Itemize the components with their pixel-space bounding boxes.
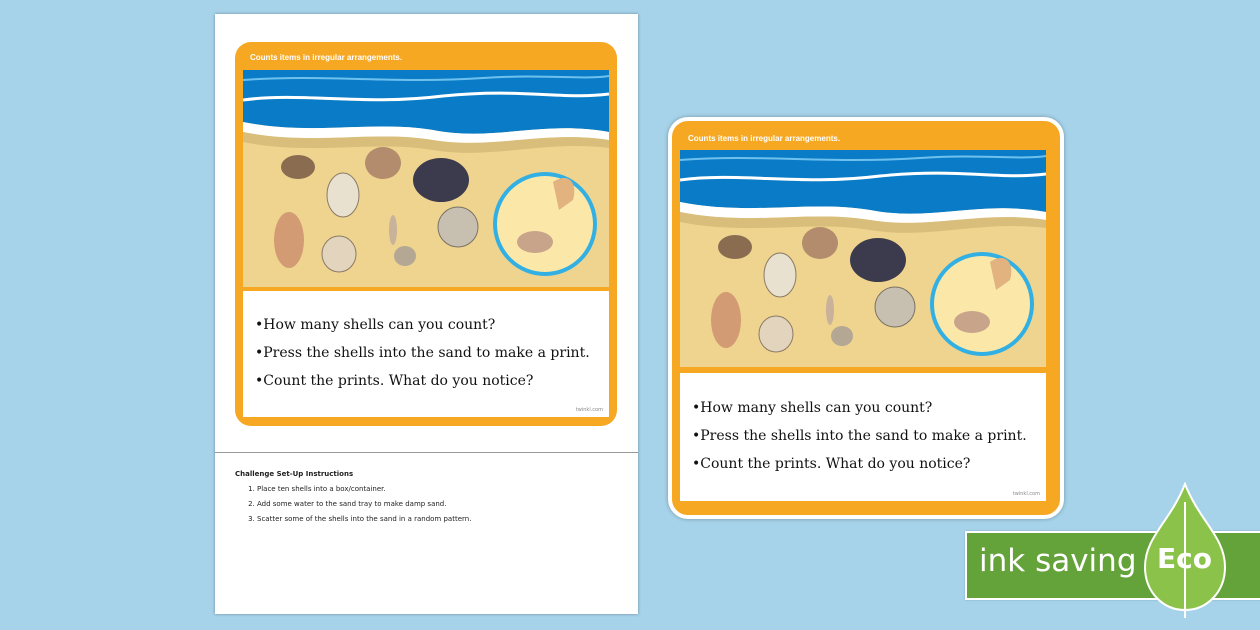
setup-step: 2. Add some water to the sand tray to make damp sand. [257, 500, 618, 508]
brand-mark: twinkl.com [575, 407, 603, 413]
prompt-box [680, 373, 1046, 501]
setup-steps [235, 485, 618, 523]
prompt-list [692, 400, 1027, 484]
setup-title: Challenge Set-Up Instructions [235, 470, 354, 478]
prompt-item: • How many shells can you count? [692, 400, 1027, 416]
challenge-card-print [235, 42, 617, 426]
card-header: Counts items in irregular arrangements. [688, 134, 841, 143]
setup-instructions [235, 470, 618, 530]
prompt-item: • Count the prints. What do you notice? [255, 373, 590, 389]
prompt-box [243, 291, 609, 417]
beach-illustration [680, 150, 1046, 367]
prompt-item: • Press the shells into the sand to make a print. [255, 345, 590, 361]
setup-step: 1. Place ten shells into a box/container. [257, 485, 618, 493]
beach-illustration [243, 70, 609, 287]
prompt-list [255, 317, 590, 401]
challenge-card-cutout [668, 117, 1064, 519]
card-header: Counts items in irregular arrangements. [250, 53, 403, 62]
setup-step: 3. Scatter some of the shells into the sand in a random pattern. [257, 515, 618, 523]
prompt-item: • Press the shells into the sand to make a print. [692, 428, 1027, 444]
eco-badge-text: ink saving [979, 543, 1137, 579]
prompt-item: • How many shells can you count? [255, 317, 590, 333]
eco-label: Eco [1157, 542, 1212, 575]
prompt-item: • Count the prints. What do you notice? [692, 456, 1027, 472]
page-divider [215, 452, 638, 453]
brand-mark: twinkl.com [1012, 491, 1040, 497]
